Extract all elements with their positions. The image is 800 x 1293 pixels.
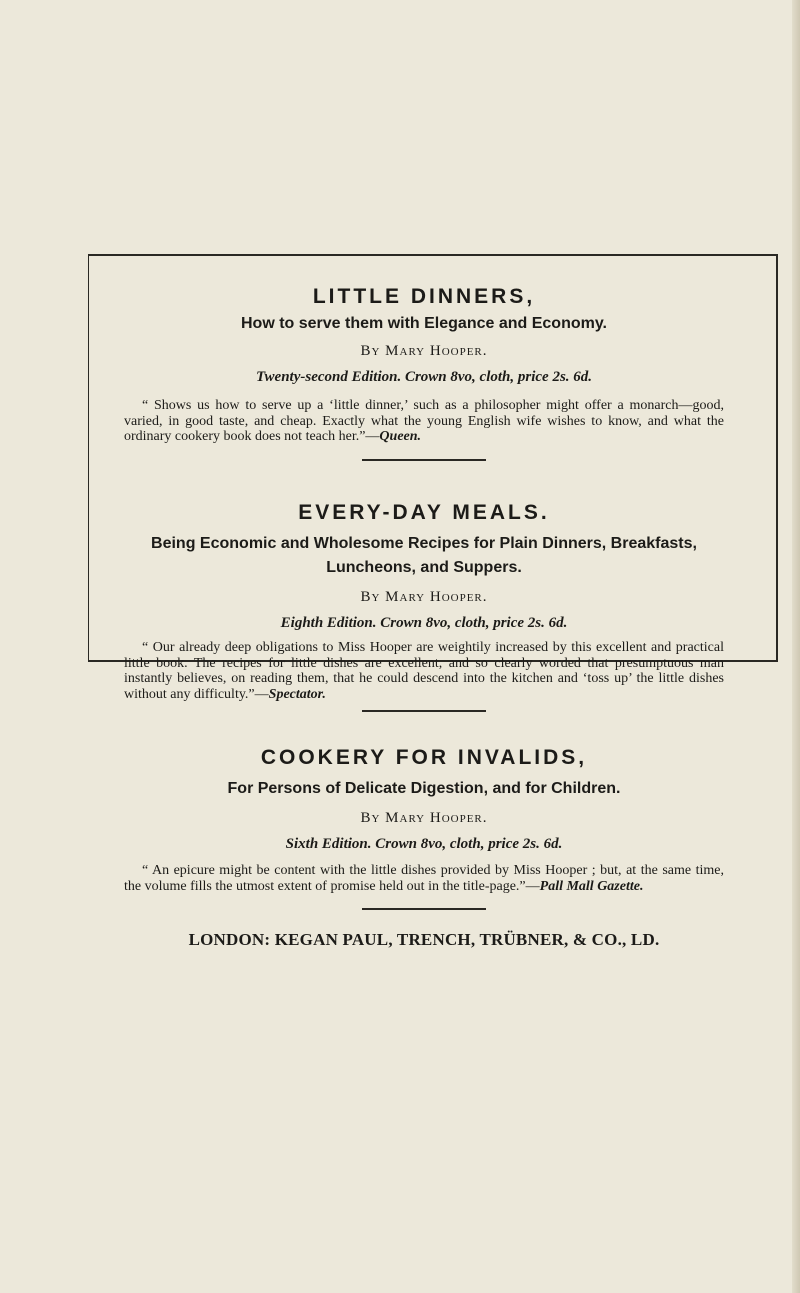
book-edition: Sixth Edition. Crown 8vo, cloth, price 2s. 6d. xyxy=(285,836,563,852)
book-entry-every-day-meals xyxy=(124,500,724,712)
publisher-name: LONDON: KEGAN PAUL, TRENCH, TRÜBNER, & CO., LD. xyxy=(188,930,660,949)
book-review-quote xyxy=(124,863,724,894)
page-edge xyxy=(792,0,800,1293)
book-subtitle: For Persons of Delicate Digestion, and for Children. xyxy=(227,780,621,797)
book-subtitle: Being Economic and Wholesome Recipes for Plain Dinners, Breakfasts, Luncheons, and Suppers. xyxy=(151,535,697,576)
book-review-quote xyxy=(124,398,724,445)
quote-text: “ Shows us how to serve up a ‘little dinner,’ such as a philosopher might offer a monarch—good, varied, in good taste, and cheap. Exactly what the young English wife wishes to know, and what the ordinary cookery book does not teach her.”— xyxy=(124,398,724,444)
quote-source: Queen. xyxy=(379,429,422,444)
book-review-quote xyxy=(124,640,724,702)
section-divider xyxy=(362,908,486,910)
book-title: EVERY-DAY MEALS. xyxy=(298,501,550,524)
book-title: LITTLE DINNERS, xyxy=(312,285,536,308)
book-author: By Mary Hooper. xyxy=(360,343,488,359)
book-subtitle: How to serve them with Elegance and Economy. xyxy=(240,315,607,332)
section-divider xyxy=(362,710,486,712)
quote-source: Pall Mall Gazette. xyxy=(539,878,644,894)
book-entry-cookery-for-invalids xyxy=(124,745,724,910)
publisher-imprint xyxy=(124,930,724,950)
section-divider xyxy=(362,459,486,461)
book-edition: Twenty-second Edition. Crown 8vo, cloth, price 2s. 6d. xyxy=(255,369,593,385)
book-edition: Eighth Edition. Crown 8vo, cloth, price 2s. 6d. xyxy=(280,615,568,631)
quote-text: “ An epicure might be content with the little dishes provided by Miss Hooper ; but, at the same time, the volume fills the utmost extent of promise held out in the title-page.”— xyxy=(124,863,724,894)
book-entry-little-dinners xyxy=(124,284,724,461)
book-title: COOKERY FOR INVALIDS, xyxy=(260,746,588,769)
quote-source: Spectator. xyxy=(268,686,326,702)
quote-text: “ Our already deep obligations to Miss Hooper are weightily increased by this excellent and practical little book. The recipes for little dishes are excellent, and so clearly worded that presumptuous man instantly believes, on reading them, that he could descend into the kitchen and ‘toss up’ the little dishes without any difficulty.”— xyxy=(124,640,724,702)
book-author: By Mary Hooper. xyxy=(360,810,488,826)
book-author: By Mary Hooper. xyxy=(360,589,488,605)
